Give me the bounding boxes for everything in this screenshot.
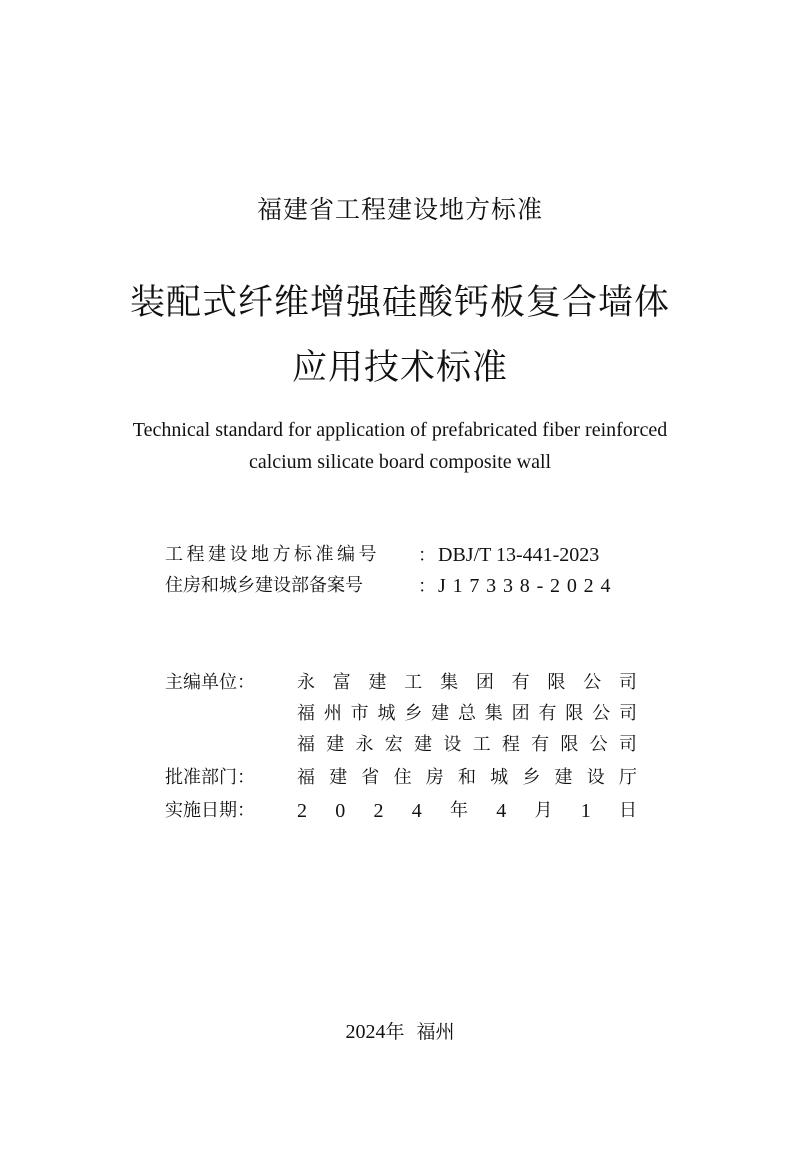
spaced-char: 司	[618, 672, 637, 693]
spaced-char: 福	[297, 767, 315, 788]
editor-unit-3	[297, 729, 637, 761]
spaced-char: 司	[618, 703, 637, 724]
footer	[0, 1017, 800, 1047]
spaced-char: 和	[457, 767, 476, 788]
record-number-label: 住房和城乡建设部备案号	[165, 575, 363, 596]
spaced-char: 集	[440, 672, 459, 693]
english-title-line-1: Technical standard for application of prefabricated fiber reinforced	[132, 419, 668, 441]
standard-number-label: 工程建设地方标准编号	[165, 544, 380, 565]
spaced-char: 团	[475, 672, 494, 693]
spaced-char: 公	[592, 703, 611, 724]
spaced-char: 建	[554, 767, 573, 788]
spaced-char: 公	[583, 672, 602, 693]
spaced-char: 州	[323, 703, 342, 724]
footer-city: 福州	[416, 1021, 455, 1043]
spaced-char: 永	[355, 734, 374, 755]
record-number-value: J17338-2024	[438, 575, 618, 597]
footer-year-unit: 年	[385, 1021, 405, 1043]
series-title: 福建省工程建设地方标准	[256, 195, 543, 224]
date-char: 0	[335, 800, 346, 822]
spaced-char: 有	[511, 672, 530, 693]
spaced-char: 限	[565, 703, 584, 724]
spaced-char: 城	[377, 703, 396, 724]
spaced-char: 建	[414, 734, 433, 755]
spaced-char: 集	[484, 703, 503, 724]
spaced-char: 工	[472, 734, 491, 755]
standard-number-colon: ：	[418, 545, 436, 565]
effective-date-label: 实施日期：	[165, 800, 255, 821]
spaced-char: 富	[332, 672, 351, 693]
spaced-char: 宏	[384, 734, 403, 755]
date-char: 月	[534, 800, 553, 821]
main-title-line-1: 装配式纤维增强硅酸钙板复合墙体	[129, 283, 670, 323]
spaced-char: 乡	[522, 767, 541, 788]
date-char: 4	[496, 800, 507, 822]
editor-unit-1	[297, 667, 637, 699]
spaced-char: 总	[457, 703, 476, 724]
spaced-char: 福	[297, 734, 315, 755]
spaced-char: 限	[547, 672, 566, 693]
spaced-char: 建	[368, 672, 387, 693]
spaced-char: 建	[326, 734, 345, 755]
spaced-char: 司	[618, 734, 637, 755]
date-char: 2	[373, 800, 384, 822]
spaced-char: 设	[586, 767, 605, 788]
spaced-char: 厅	[618, 767, 637, 788]
spaced-char: 设	[443, 734, 462, 755]
spaced-char: 乡	[404, 703, 423, 724]
spaced-char: 限	[560, 734, 579, 755]
spaced-char: 公	[589, 734, 608, 755]
record-number-colon: ：	[418, 576, 436, 596]
approval-value	[297, 762, 637, 794]
english-title-line-2: calcium silicate board composite wall	[248, 451, 552, 473]
spaced-char: 永	[297, 672, 315, 693]
spaced-char: 建	[431, 703, 450, 724]
spaced-char: 住	[393, 767, 412, 788]
spaced-char: 福	[297, 703, 315, 724]
standard-number-value: DBJ/T 13-441-2023	[438, 544, 600, 566]
main-title-line-2: 应用技术标准	[291, 348, 508, 388]
date-char: 日	[619, 800, 637, 821]
editor-label: 主编单位：	[165, 672, 255, 693]
spaced-char: 程	[501, 734, 520, 755]
approval-label: 批准部门：	[165, 767, 255, 788]
date-char: 年	[450, 800, 468, 821]
footer-year: 2024	[345, 1021, 386, 1043]
spaced-char: 城	[490, 767, 509, 788]
spaced-char: 房	[425, 767, 444, 788]
spaced-char: 市	[350, 703, 369, 724]
spaced-char: 有	[538, 703, 557, 724]
spaced-char: 工	[404, 672, 423, 693]
spaced-char: 有	[531, 734, 550, 755]
editor-unit-2	[297, 698, 637, 730]
date-char: 2	[297, 800, 307, 822]
date-char: 4	[411, 800, 422, 822]
spaced-char: 省	[361, 767, 380, 788]
spaced-char: 建	[329, 767, 348, 788]
effective-date-value	[297, 795, 637, 827]
spaced-char: 团	[511, 703, 530, 724]
date-char: 1	[580, 800, 591, 822]
